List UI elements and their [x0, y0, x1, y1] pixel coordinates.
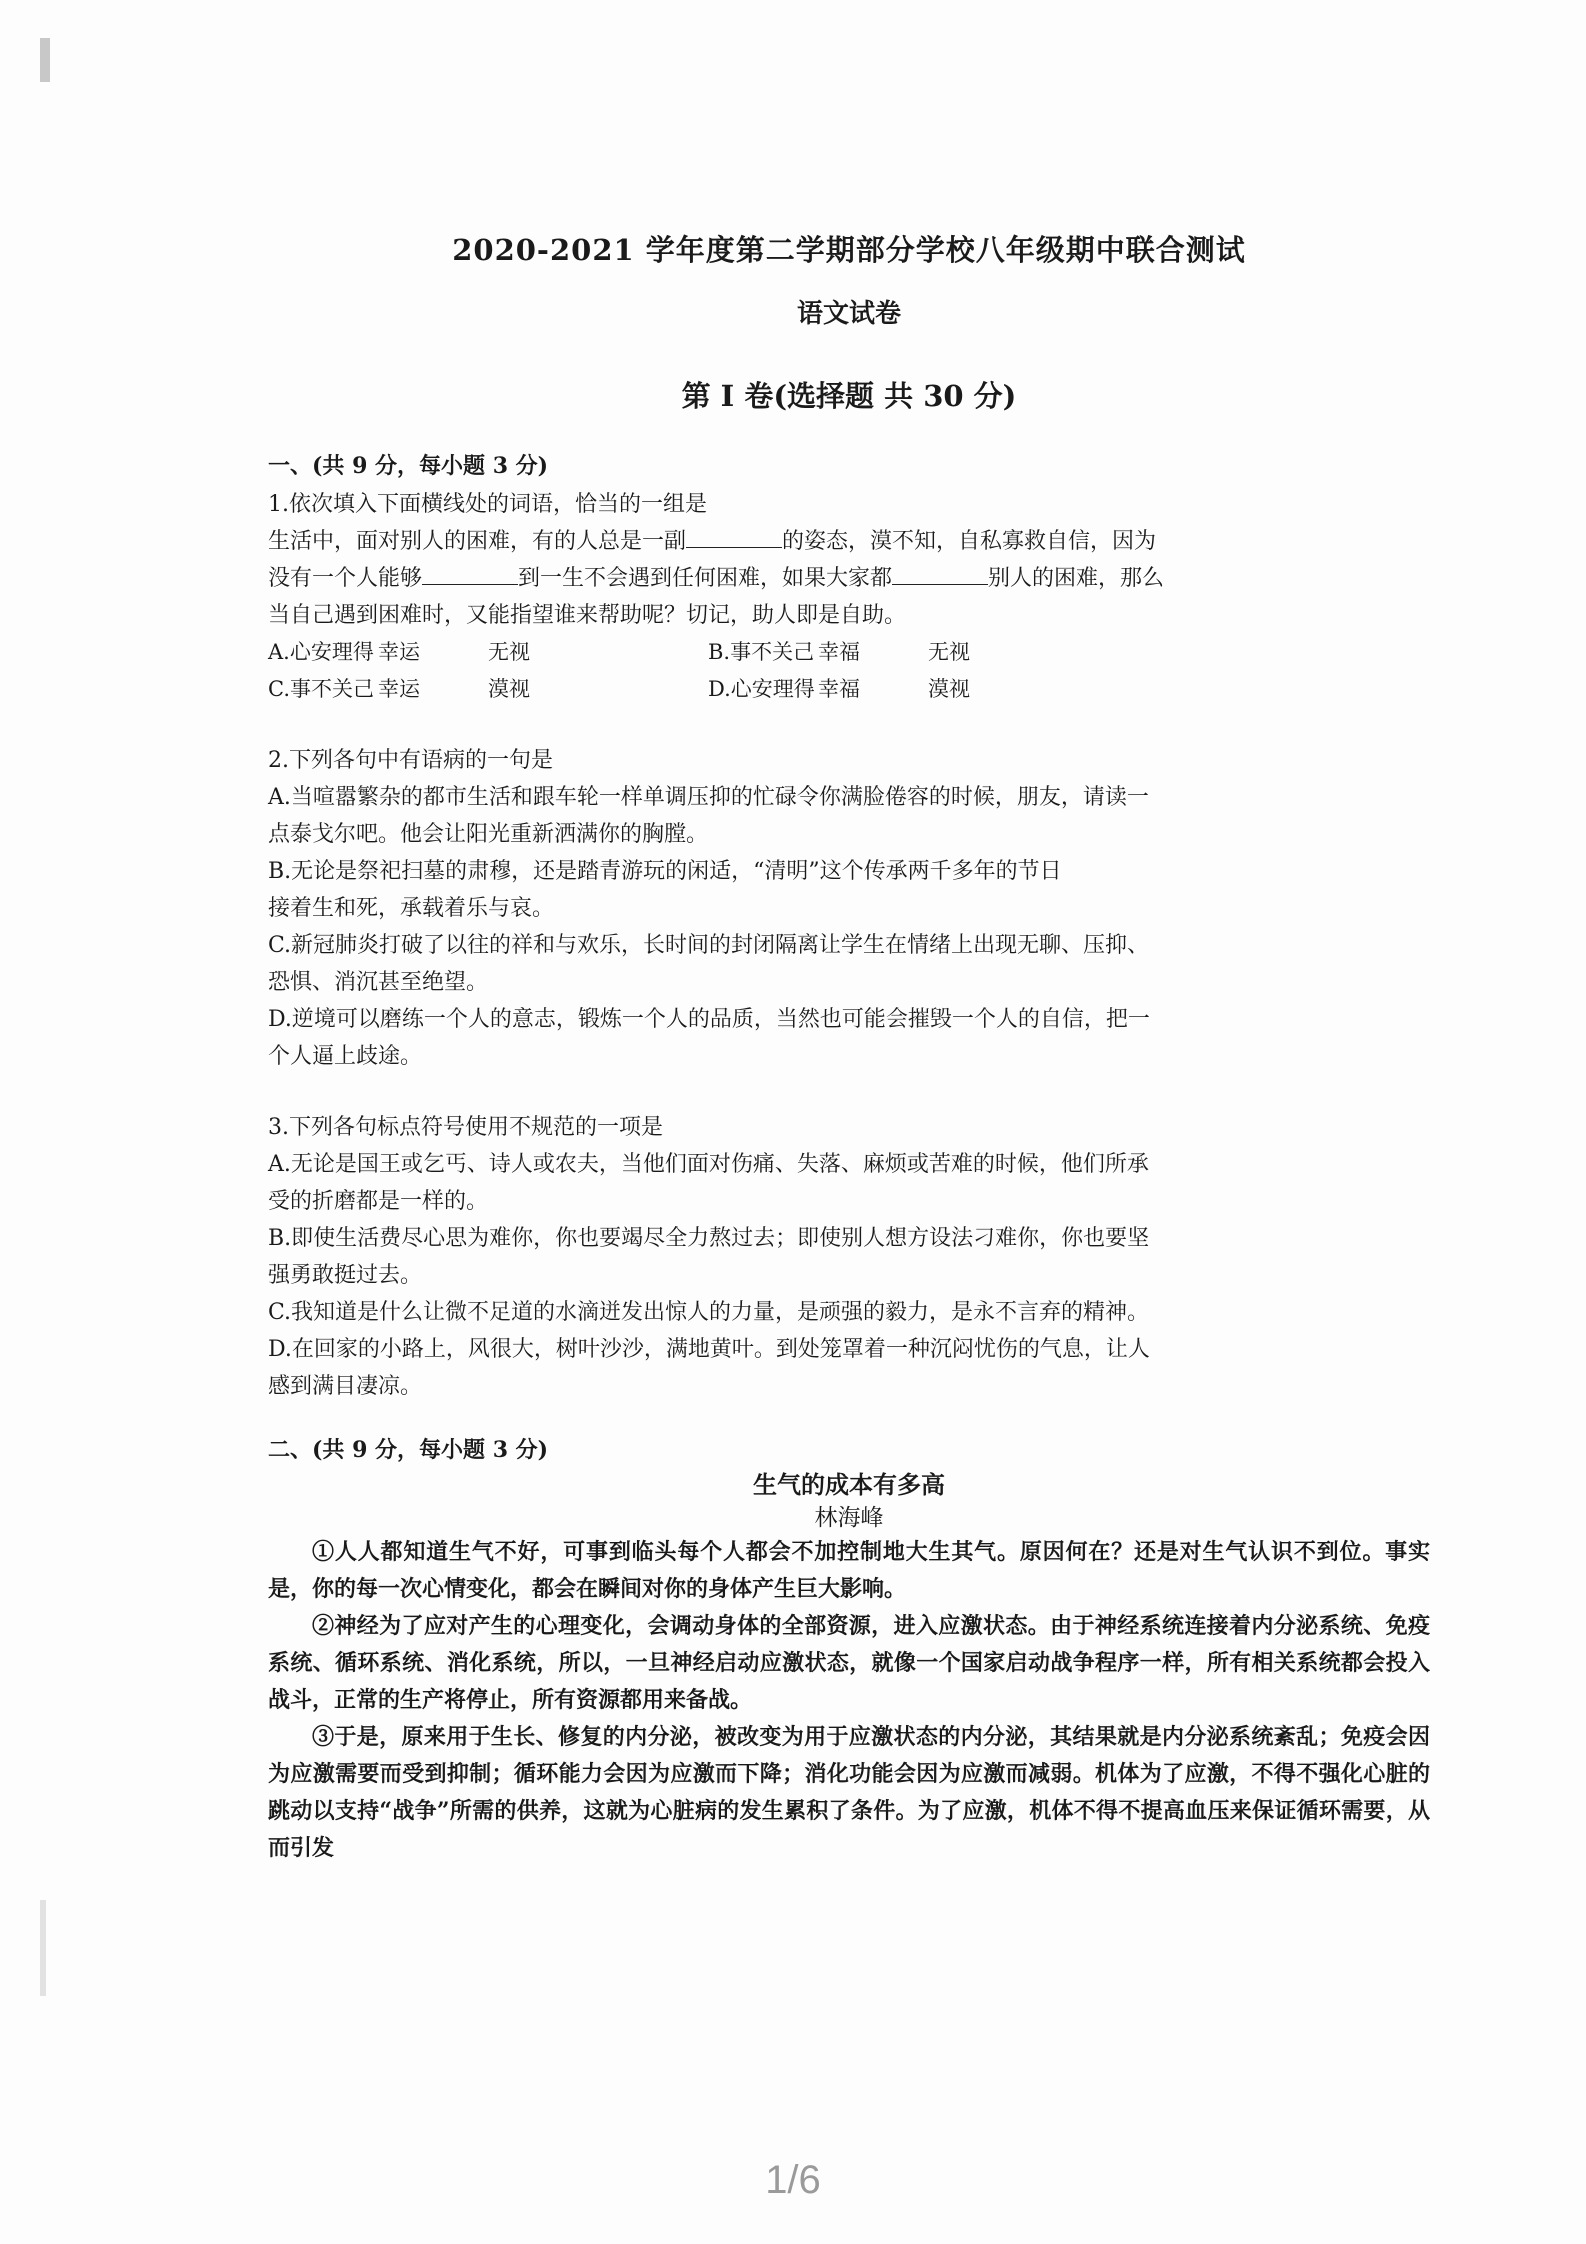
question-2-stem: 2.下列各句中有语病的一句是	[268, 748, 553, 773]
question-1-passage-line: 当自己遇到困难时，又能指望谁来帮助呢？切记，助人即是自助。	[268, 603, 907, 628]
question-1	[268, 486, 1430, 708]
passage-text: 的姿态，漠不知，自私寡救自信，因为	[782, 529, 1157, 554]
question-3-line: 强勇敢挺过去。	[268, 1263, 423, 1288]
question-2-line: 接着生和死，承载着乐与哀。	[268, 896, 555, 921]
question-2-line: 恐惧、消沉甚至绝望。	[268, 970, 489, 995]
question-2-line: 点泰戈尔吧。他会让阳光重新洒满你的胸膛。	[268, 822, 709, 847]
question-3-stem: 3.下列各句标点符号使用不规范的一项是	[268, 1115, 663, 1140]
question-3	[268, 1109, 1430, 1405]
question-2-line: 个人逼上歧途。	[268, 1044, 423, 1069]
question-1-stem: 1.依次填入下面横线处的词语，恰当的一组是	[268, 492, 707, 517]
question-3-line: D.在回家的小路上，风很大，树叶沙沙，满地黄叶。到处笼罩着一种沉闷忧伤的气息，让人	[268, 1337, 1150, 1362]
option-text: B.事不关己	[708, 640, 815, 664]
question-3-line: 受的折磨都是一样的。	[268, 1189, 489, 1214]
option-text: 漠视	[928, 677, 970, 701]
section1-heading: 一、(共 9 分，每小题 3 分)	[268, 453, 549, 479]
option-text: C.事不关己	[268, 677, 374, 701]
option-text: D.心安理得	[708, 677, 815, 701]
question-1-passage-line	[268, 523, 1430, 560]
passage-text: 到一生不会遇到任何困难，如果大家都	[518, 566, 893, 591]
volume-title: 第 I 卷(选择题 共 30 分)	[681, 379, 1017, 413]
question-2-line: D.逆境可以磨练一个人的意志，锻炼一个人的品质，当然也可能会摧毁一个人的自信，把一	[268, 1007, 1150, 1032]
option-text: 幸福	[818, 677, 860, 701]
option-text: 无视	[488, 640, 530, 664]
question-3-line: B.即使生活费尽心思为难你，你也要竭尽全力熬过去；即使别人想方设法刁难你，你也要坚	[268, 1226, 1150, 1251]
passage-text: 生活中，面对别人的困难，有的人总是一副	[268, 529, 687, 554]
question-2	[268, 742, 1430, 1075]
scan-edge-mark-top	[40, 38, 50, 82]
article-paragraph-3: ③于是，原来用于生长、修复的内分泌，被改变为用于应激状态的内分泌，其结果就是内分泌系统紊乱；免疫会因为应激需要而受到抑制；循环能力会因为应激而下降；消化功能会因为应激而减弱。机体为了应激，不得不强化心脏的跳动以支持“战争”所需的供养，这就为心脏病的发生累积了条件。为了应激，机体不得不提高血压来保证循环需要，从而引发	[268, 1724, 1430, 1861]
article-paragraph-2: ②神经为了应对产生的心理变化，会调动身体的全部资源，进入应激状态。由于神经系统连接着内分泌系统、免疫系统、循环系统、消化系统，所以，一旦神经启动应激状态，就像一个国家启动战争程序一样，所有相关系统都会投入战斗，正常的生产将停止，所有资源都用来备战。	[268, 1613, 1430, 1713]
exam-title: 2020-2021 学年度第二学期部分学校八年级期中联合测试	[452, 233, 1246, 267]
question-3-line: A.无论是国王或乞丐、诗人或农夫，当他们面对伤痛、失落、麻烦或苦难的时候，他们所承	[268, 1152, 1149, 1177]
scan-edge-mark-bottom	[40, 1900, 46, 1996]
question-2-line: B.无论是祭祀扫墓的肃穆，还是踏青游玩的闲适，“清明”这个传承两千多年的节日	[268, 859, 1062, 884]
option-text: 幸运	[378, 640, 420, 664]
option-text: 漠视	[488, 677, 530, 701]
option-text: 无视	[928, 640, 970, 664]
option-text: A.心安理得	[268, 640, 374, 664]
section2-heading: 二、(共 9 分，每小题 3 分)	[268, 1437, 549, 1463]
passage-text: 没有一个人能够	[268, 566, 423, 591]
option-text: 幸福	[818, 640, 860, 664]
question-2-line: A.当喧嚣繁杂的都市生活和跟车轮一样单调压抑的忙碌令你满脸倦容的时候，朋友，请读一	[268, 785, 1149, 810]
article-paragraph-1: ①人人都知道生气不好，可事到临头每个人都会不加控制地大生其气。原因何在？还是对生气认识不到位。事实是，你的每一次心情变化，都会在瞬间对你的身体产生巨大影响。	[268, 1539, 1430, 1602]
fill-blank-3	[892, 566, 988, 585]
fill-blank-2	[422, 566, 518, 585]
passage-text: 别人的困难，那么	[988, 566, 1165, 591]
page-indicator: 1/6	[765, 2158, 821, 2202]
question-2-line: C.新冠肺炎打破了以往的祥和与欢乐，长时间的封闭隔离让学生在情绪上出现无聊、压抑、	[268, 933, 1150, 958]
question-3-line: C.我知道是什么让微不足道的水滴迸发出惊人的力量，是顽强的毅力，是永不言弃的精神。	[268, 1300, 1150, 1325]
exam-subtitle: 语文试卷	[796, 299, 901, 329]
fill-blank-1	[686, 529, 782, 548]
question-1-passage-line	[268, 560, 1430, 597]
option-text: 幸运	[378, 677, 420, 701]
article-author: 林海峰	[814, 1505, 884, 1531]
article-title: 生气的成本有多高	[753, 1470, 945, 1499]
question-1-options	[268, 634, 1430, 708]
exam-content	[268, 228, 1430, 1867]
question-3-line: 感到满目凄凉。	[268, 1374, 423, 1399]
